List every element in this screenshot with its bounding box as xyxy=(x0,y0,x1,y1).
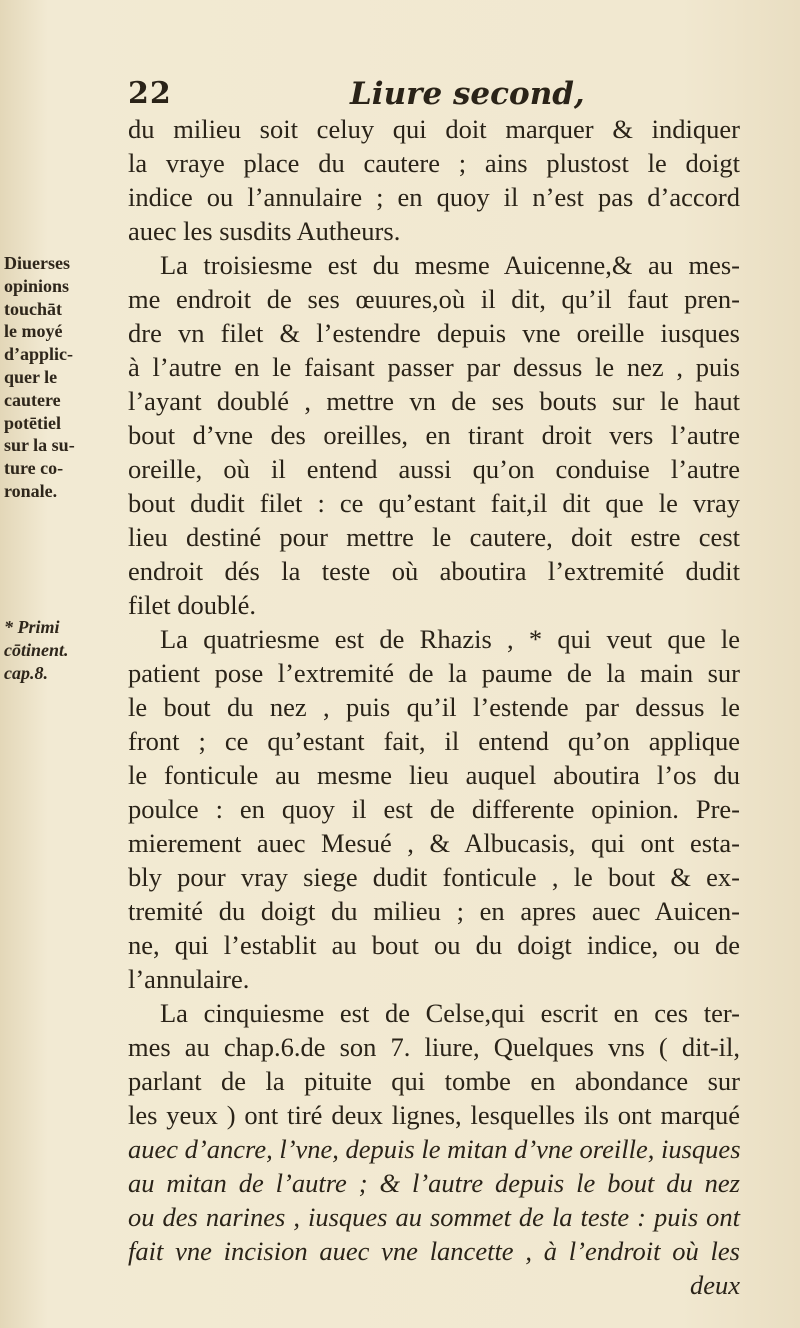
text-line: La troisiesme est du mesme Auicenne,& au mes- xyxy=(160,250,740,280)
text-line: auec d’ancre, l’vne, depuis le mitan d’vne oreille, iusques xyxy=(128,1134,741,1164)
text-line: me endroit de ses œuures,où il dit, qu’il faut pren- xyxy=(128,284,740,314)
text-line: filet doublé. xyxy=(128,590,257,620)
text-line: au mitan de l’autre ; & l’autre depuis le bout du nez xyxy=(128,1168,740,1198)
text-line: les yeux ) ont tiré deux lignes, lesquelles ils ont marqué xyxy=(128,1100,740,1130)
margin-note-line: quer le xyxy=(4,366,58,387)
text-line: front ; ce qu’estant fait, il entend qu’on applique xyxy=(128,726,740,756)
text-line: parlant de la pituite qui tombe en abondance sur xyxy=(128,1066,740,1096)
text-line: l’ayant doublé , mettre vn de ses bouts sur le haut xyxy=(128,386,740,416)
text-line: du milieu soit celuy qui doit marquer & indiquer xyxy=(128,114,740,144)
text-line: auec les susdits Autheurs. xyxy=(128,216,401,246)
text-line: bout d’vne des oreilles, en tirant droit vers l’autre xyxy=(128,420,740,450)
margin-note-line: potētiel xyxy=(4,412,61,433)
text-line: poulce : en quoy il est de differente opinion. Pre- xyxy=(128,794,740,824)
catchword: deux xyxy=(689,1270,740,1300)
text-line: bly pour vray siege dudit fonticule , le bout & ex- xyxy=(128,862,740,892)
text-line: La cinquiesme est de Celse,qui escrit en ces ter- xyxy=(160,998,740,1028)
margin-note-opinions xyxy=(4,252,122,503)
margin-note-line: d’applic- xyxy=(4,344,74,365)
text-line: oreille, où il entend aussi qu’on conduise l’autre xyxy=(128,454,740,484)
margin-note-line: opinions xyxy=(4,275,70,296)
text-line: lieu destiné pour mettre le cautere, doit estre cest xyxy=(128,522,740,552)
running-title: Liure second, xyxy=(350,76,585,112)
margin-note-line: cautere xyxy=(4,389,61,410)
text-line: ne, qui l’establit au bout ou du doigt indice, ou de xyxy=(128,930,740,960)
margin-note-line: Diuerses xyxy=(4,253,70,273)
text-line: fait vne incision auec vne lancette , à l’endroit où les xyxy=(128,1236,740,1266)
margin-note-reference xyxy=(4,616,122,684)
margin-note-line: cōtinent. xyxy=(4,639,69,660)
text-line: tremité du doigt du milieu ; en apres auec Auicen- xyxy=(128,896,740,926)
margin-note-line: sur la su- xyxy=(4,435,75,456)
text-line: l’annulaire. xyxy=(128,964,250,994)
margin-note-line: * Primi xyxy=(4,617,60,637)
text-line: ou des narines , iusques au sommet de la teste : puis ont xyxy=(128,1202,740,1232)
margin-note-line: ronale. xyxy=(4,480,58,501)
text-line: la vraye place du cautere ; ains plustost le doigt xyxy=(128,148,740,178)
margin-note-line: ture co- xyxy=(4,458,64,479)
text-line: endroit dés la teste où aboutira l’extremité dudit xyxy=(128,556,740,586)
text-line: bout dudit filet : ce qu’estant fait,il dit que le vray xyxy=(128,488,740,518)
page-number: 22 xyxy=(128,76,172,111)
text-line: indice ou l’annulaire ; en quoy il n’est pas d’accord xyxy=(128,182,740,212)
text-line: le bout du nez , puis qu’il l’estende par dessus le xyxy=(128,692,740,722)
text-line: La quatriesme est de Rhazis , * qui veut que le xyxy=(160,624,740,654)
margin-note-line: touchāt xyxy=(4,298,62,319)
text-line: patient pose l’extremité de la paume de la main sur xyxy=(128,658,740,688)
text-line: mes au chap.6.de son 7. liure, Quelques vns ( dit-il, xyxy=(128,1032,740,1062)
margin-note-line: le moyé xyxy=(4,321,63,342)
body-text xyxy=(128,112,740,1302)
text-line: le fonticule au mesme lieu auquel aboutira l’os du xyxy=(128,760,740,790)
text-line: mierement auec Mesué , & Albucasis, qui ont esta- xyxy=(128,828,740,858)
text-line: dre vn filet & l’estendre depuis vne oreille iusques xyxy=(128,318,740,348)
margin-note-line: cap.8. xyxy=(4,662,48,683)
text-line: à l’autre en le faisant passer par dessus le nez , puis xyxy=(128,352,740,382)
